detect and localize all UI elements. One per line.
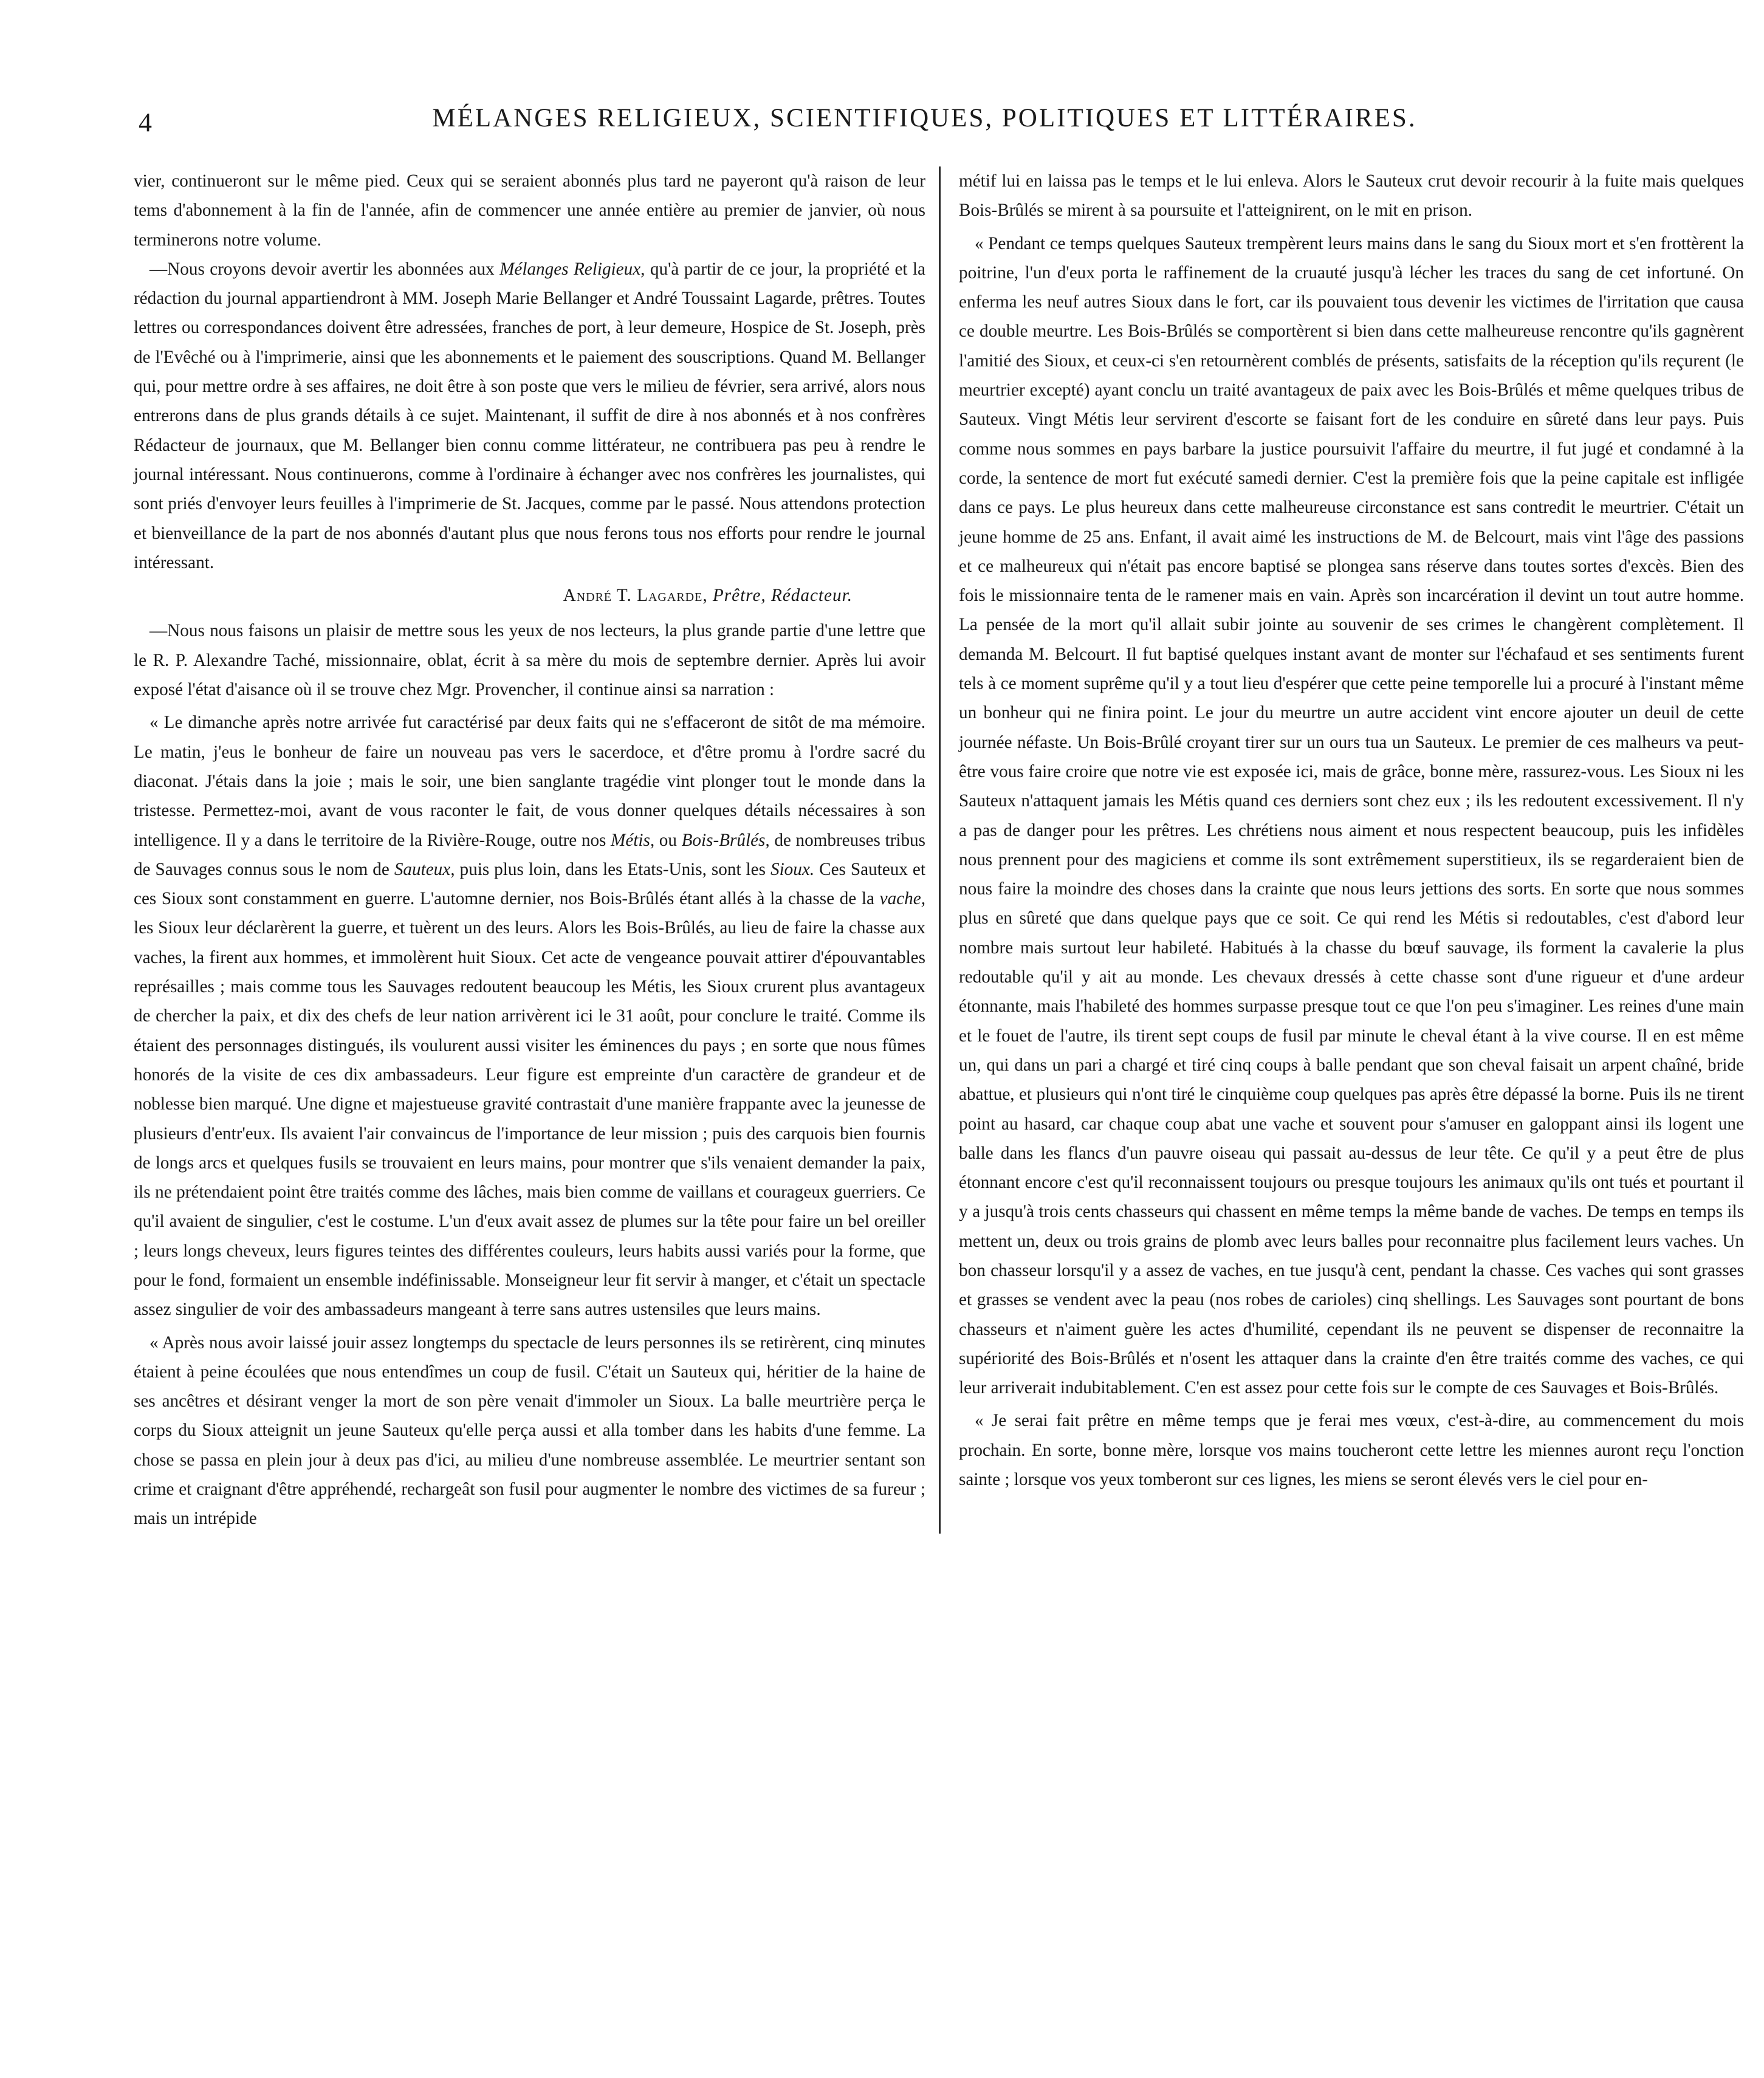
text-columns bbox=[134, 166, 1764, 1534]
letter-text: Ces Sauteux et ces Sioux sont constamment en guerre. L'automne dernier, nos Bois-Brûlés étant allés à la chasse de la bbox=[134, 859, 925, 909]
term-sioux: Sioux. bbox=[770, 859, 815, 879]
signature-title: Prêtre, Rédacteur. bbox=[712, 586, 853, 606]
letter-text: ou bbox=[654, 830, 682, 850]
letter-text: les Sioux leur déclarèrent la guerre, et tuèrent un des leurs. Alors les Bois-Brûlés, au lieu de faire la chasse aux vaches, la firent aux hommes, et immolèrent huit Sioux. Cet acte de vengeance pouvait attirer d'épouvantables représailles ; mais comme tous les Sauvages redoutent beaucoup les Métis, les Sioux crurent plus avantageux de chercher la paix, et dix des chefs de leur nation arrivèrent ici le 31 août, pour conclure le traité. Comme ils étaient des personnages distingués, ils voulurent aussi visiter les éminences du pays ; en sorte que nous fûmes honorés de la visite de ces dix ambassadeurs. Leur figure est empreinte d'un caractère de grandeur et de noblesse bien marqué. Une digne et majestueuse gravité contrastait d'une manière frappante avec la jeunesse de plusieurs d'entr'eux. Ils avaient l'air convaincus de l'importance de leur mission ; puis des carquois bien fournis de longs arcs et quelques fusils se trouvaient en leurs mains, pour montrer que s'ils venaient demander la paix, ils ne prétendaient point être traités comme des lâches, mais bien comme de vaillans et courageux guerriers. Ce qu'il avaient de singulier, c'est le costume. L'un d'eux avait assez de plumes sur la tête pour faire un bel oreiller ; leurs longs cheveux, leurs figures teintes des différentes couleurs, leurs habits aussi variés pour la forme, que pour le fond, formaient un ensemble indéfinissable. Monseigneur leur fit servir à manger, et c'était un spectacle assez singulier de voir des ambassadeurs mangeant à terre sans autres ustensiles que leurs mains. bbox=[134, 918, 925, 1320]
ownership-notice-paragraph bbox=[134, 255, 925, 577]
page-number: 4 bbox=[139, 108, 152, 137]
ownership-text-rest: , qu'à partir de ce jour, la propriété et la rédaction du journal appartiendront à MM. Joseph Marie Bellanger et André Toussaint Lagarde, prêtres. Toutes lettres ou correspondances doivent être adressées, franches de port, à leur demeure, Hospice de St. Joseph, près de l'Evêché ou à l'imprimerie, ainsi que les abonnements et le paiement des souscriptions. Quand M. Bellanger qui, pour mettre ordre à ses affaires, ne doit être à son poste que vers le milieu de février, sera arrivé, alors nous entrerons dans de plus grands détails à ce sujet. Maintenant, il suffit de dire à nos abonnés et à nos confrères Rédacteur de journaux, que M. Bellanger bien connu comme littérateur, ne contribuera pas peu à rendre le journal intéressant. Nous continuerons, comme à l'ordinaire à échanger avec nos confrères les journalistes, qui sont priés d'envoyer leurs feuilles à l'imprimerie de St. Jacques, comme par le passé. Nous attendons protection et bienveillance de la part de nos abonnés d'autant plus que nous ferons tous nos efforts pour rendre le journal intéressant. bbox=[134, 259, 925, 572]
left-column bbox=[134, 166, 939, 1534]
letter-paragraph-arrival bbox=[134, 708, 925, 1324]
term-metis: Métis, bbox=[611, 830, 655, 850]
letter-text: puis plus loin, dans les Etats-Unis, sont les bbox=[455, 859, 770, 879]
term-vache: vache, bbox=[879, 889, 925, 909]
running-title: MÉLANGES RELIGIEUX, SCIENTIFIQUES, POLITIQUES ET LITTÉRAIRES. bbox=[432, 104, 1417, 132]
letter-text: « Le dimanche après notre arrivée fut caractérisé par deux faits qui ne s'effaceront de sitôt de ma mémoire. Le matin, j'eus le bonheur de faire un nouveau pas vers le sacerdoce, et d'être promu à l'ordre sacré du diaconat. J'étais dans la joie ; mais le soir, une bien sanglante tragédie vint plonger tout le monde dans la tristesse. Permettez-moi, avant de vous raconter le fait, de vous donner quelques détails nécessaires à son intelligence. Il y a dans le territoire de la Rivière-Rouge, outre nos bbox=[134, 713, 925, 850]
letter-paragraph-ordination: « Je serai fait prêtre en même temps que je ferai mes vœux, c'est-à-dire, au commencement du mois prochain. En sorte, bonne mère, lorsque vos mains toucheront cette lettre les miennes auront reçu l'onction sainte ; lorsque vos yeux tomberont sur ces lignes, les miens se seront élevés vers le ciel pour en- bbox=[959, 1411, 1744, 1490]
term-bois-brules: Bois-Brûlés, bbox=[681, 830, 770, 850]
editor-signature bbox=[134, 581, 925, 610]
journal-name: Mélanges Religieux bbox=[499, 259, 641, 279]
signature-name: André T. Lagarde, bbox=[563, 586, 708, 606]
right-column bbox=[939, 166, 1744, 1534]
letter-intro-paragraph: —Nous nous faisons un plaisir de mettre sous les yeux de nos lecteurs, la plus grande partie d'une lettre que le R. P. Alexandre Taché, missionnaire, oblat, écrit à sa mère du mois de septembre dernier. Après lui avoir exposé l'état d'aisance où il se trouve chez Mgr. Provencher, il continue ainsi sa narration : bbox=[134, 621, 925, 700]
letter-text: de nombreuses tribus de Sauvages connus sous le nom de bbox=[134, 830, 925, 879]
term-sauteux: Sauteux, bbox=[394, 859, 455, 879]
page-header bbox=[67, 103, 1697, 146]
ownership-text-start: —Nous croyons devoir avertir les abonnées aux bbox=[149, 259, 500, 279]
letter-paragraph-pursuit: métif lui en laissa pas le temps et le lui enleva. Alors le Sauteux crut devoir recourir à la fuite mais quelques Bois-Brûlés se mirent à sa poursuite et l'atteignirent, on le mit en prison. bbox=[959, 171, 1744, 221]
letter-paragraph-aftermath: « Pendant ce temps quelques Sauteux trempèrent leurs mains dans le sang du Sioux mort et s'en frottèrent la poitrine, l'un d'eux porta le raffinement de la cruauté jusqu'à lécher les traces du sang de cet infortuné. On enferma les neuf autres Sioux dans le fort, car ils pouvaient tous devenir les victimes de l'irritation que causa ce double meurtre. Les Bois-Brûlés se comportèrent si bien dans cette malheureuse rencontre qu'ils gagnèrent l'amitié des Sioux, et ceux-ci s'en retournèrent comblés de présents, satisfaits de la réception qu'ils reçurent (le meurtrier excepté) ayant conclu un traité avantageux de paix avec les Bois-Brûlés et même quelques tribus de Sauteux. Vingt Métis leur servirent d'escorte se faisant fort de les conduire en sûreté dans leur pays. Puis comme nous sommes en pays barbare la justice poursuivit l'affaire du meurtre, il fut jugé et condamné à la corde, la sentence de mort fut exécuté samedi dernier. C'est la première fois que la peine capitale est infligée dans ce pays. Le plus heureux dans cette malheureuse circonstance est sans contredit le meurtrier. C'était un jeune homme de 25 ans. Enfant, il avait aimé les instructions de M. de Belcourt, mais vint l'âge des passions et ce malheureux qui n'était pas encore baptisé se plongea sans réserve dans toutes sortes d'excès. Bien des fois le missionnaire tenta de le ramener mais en vain. Après son incarcération il devint un tout autre homme. La pensée de la mort qu'il allait subir jointe au souvenir de ses crimes le changèrent complètement. Il demanda M. Belcourt. Il fut baptisé quelques instant avant de monter sur l'échafaud et ses sentiments furent tels à ce moment suprême qu'il y a tout lieu d'espérer que cette peine temporelle lui a procuré à l'instant même un bonheur qui ne finira point. Le jour du meurtre un autre accident vint encore ajouter un deuil de cette journée néfaste. Un Bois-Brûlé croyant tirer sur un ours tua un Sauteux. Le premier de ces malheurs va peut-être vous faire croire que notre vie est exposée ici, mais de grâce, bonne mère, rassurez-vous. Les Sioux ni les Sauteux n'attaquent jamais les Métis quand ces derniers sont chez eux ; ils les redoutent excessivement. Il n'y a pas de danger pour les prêtres. Les chrétiens nous aiment et nous respectent beaucoup, puis les infidèles nous prennent pour des magiciens et comme ils sont extrêmement superstitieux, ils se regarderaient bien de nous faire la moindre des choses dans la crainte que nous leurs jettions des sorts. En sorte que nous sommes plus en sûreté que dans quelque pays que ce soit. Ce qui rend les Métis si redoutables, c'est d'abord leur nombre mais surtout leur habileté. Habitués à la chasse du bœuf sauvage, ils forment la cavalerie la plus redoutable qu'il y ait au monde. Les chevaux dressés à cette chasse sont d'une rigueur et d'une ardeur étonnante, mais l'habileté des hommes surpasse presque tout ce que l'on peu s'imaginer. Les reines d'une main et le fouet de l'autre, ils tirent sept coups de fusil par minute le cheval étant à la vive course. Il en est même un, qui dans un pari a chargé et tiré cinq coups à balle pendant que son cheval faisait un arpent chaîné, bride abattue, et plusieurs qui n'ont tiré le cinquième coup quelques pas après être dépassé la borne. Puis ils ne tirent point au hasard, car chaque coup abat une vache et souvent pour s'amuser en galoppant ainsi ils logent une balle dans les flancs d'un pauvre oiseau qui passait au-dessus de leur tête. Ce qu'il y a peut être de plus étonnant encore c'est qu'il reconnaissent toujours ou presque toujours les animaux qu'ils ont tués et pourtant il y a jusqu'à trois cents chasseurs qui chassent en même temps la même bande de vaches. De temps en temps ils mettent un, deux ou trois grains de plomb avec leurs balles pour reconnaitre plus facilement leurs vaches. Un bon chasseur lorsqu'il y a assez de vaches, en tue jusqu'à cent, pendant la chasse. Ces vaches qui sont grasses et grasses se vendent avec la peau (nos robes de carioles) cinq shellings. Les Sauvages sont pourtant de bons chasseurs et n'aiment guère les actes d'humilité, cependant ils ne peuvent se dispenser de reconnaitre la supériorité des Bois-Brûlés et n'osent les attaquer dans la crainte d'en être traités comme des vaches, ce qui leur arriverait indubitablement. C'en est assez pour cette fois sur le compte de ces Sauvages et Bois-Brûlés. bbox=[959, 233, 1744, 1398]
subscription-notice-paragraph: vier, continueront sur le même pied. Ceux qui se seraient abonnés plus tard ne payeront qu'à raison de leur tems d'abonnement à la fin de l'année, afin de commencer une année entière au premier de janvier, où nous terminerons notre volume. bbox=[134, 171, 925, 250]
letter-paragraph-shooting: « Après nous avoir laissé jouir assez longtemps du spectacle de leurs personnes ils se retirèrent, cinq minutes étaient à peine écoulées que nous entendîmes un coup de fusil. C'était un Sauteux qui, héritier de la haine de ses ancêtres et désirant venger la mort de son père venait d'immoler un Sioux. La balle meurtrière perça le corps du Sioux atteignit un jeune Sauteux qu'elle perça aussi et alla tomber dans les habits d'une femme. La chose se passa en plein jour à deux pas d'ici, au milieu d'une nombreuse assemblée. Le meurtrier sentant son crime et craignant d'être appréhendé, rechargeât son fusil pour augmenter le nombre des victimes de sa fureur ; mais un intrépide bbox=[134, 1332, 925, 1529]
